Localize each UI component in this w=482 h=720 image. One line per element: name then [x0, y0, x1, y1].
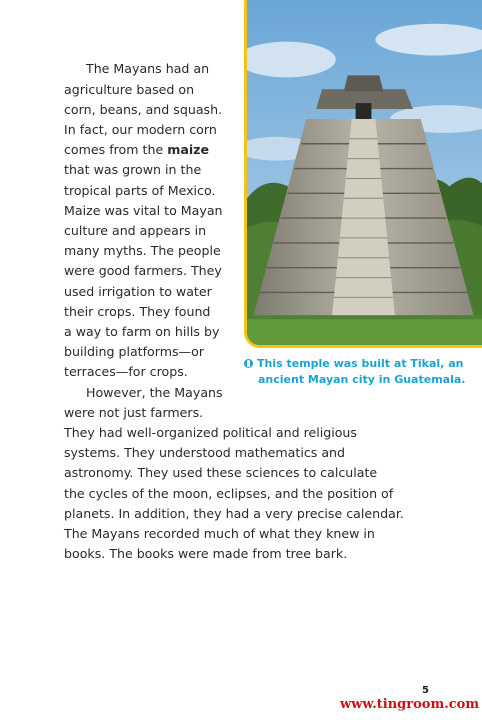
body-line: the cycles of the moon, eclipses, and the position of	[64, 486, 394, 501]
caption-line-2: ancient Mayan city in Guatemala.	[258, 373, 466, 386]
body-line: a way to farm on hills by	[64, 324, 220, 339]
temple-photo-icon	[247, 0, 482, 345]
body-line: The Mayans had an	[86, 61, 210, 76]
body-line: corn, beans, and squash.	[64, 102, 223, 117]
body-line: that was grown in the	[64, 162, 202, 177]
body-line: astronomy. They used these sciences to calculate	[64, 465, 378, 480]
info-icon	[244, 359, 253, 368]
body-line: In fact, our modern corn	[64, 122, 217, 137]
body-line: planets. In addition, they had a very precise calendar.	[64, 506, 404, 521]
body-line-text: comes from the	[64, 142, 168, 157]
body-line: systems. They understood mathematics and	[64, 445, 346, 460]
body-line: used irrigation to water	[64, 284, 212, 299]
body-line: many myths. The people	[64, 243, 221, 258]
temple-photo	[244, 0, 482, 348]
photo-caption	[244, 356, 474, 388]
body-line: building platforms—or	[64, 344, 204, 359]
body-line: terraces—for crops.	[64, 364, 188, 379]
body-line: tropical parts of Mexico.	[64, 183, 216, 198]
body-line: The Mayans recorded much of what they knew in	[64, 526, 375, 541]
page-number: 5	[422, 685, 429, 696]
body-line: However, the Mayans	[86, 385, 223, 400]
body-line: their crops. They found	[64, 304, 211, 319]
body-line: agriculture based on	[64, 82, 195, 97]
body-line: were good farmers. They	[64, 263, 222, 278]
caption-line-1: This temple was built at Tikal, an	[257, 357, 464, 370]
glossary-term-maize: maize	[167, 142, 210, 157]
watermark-text: www.tingroom.com	[340, 697, 480, 712]
body-line: books. The books were made from tree bark.	[64, 546, 348, 561]
body-line: were not just farmers.	[64, 405, 204, 420]
body-line: Maize was vital to Mayan	[64, 203, 223, 218]
body-line	[64, 140, 209, 160]
body-line: They had well-organized political and religious	[64, 425, 357, 440]
body-line: culture and appears in	[64, 223, 207, 238]
